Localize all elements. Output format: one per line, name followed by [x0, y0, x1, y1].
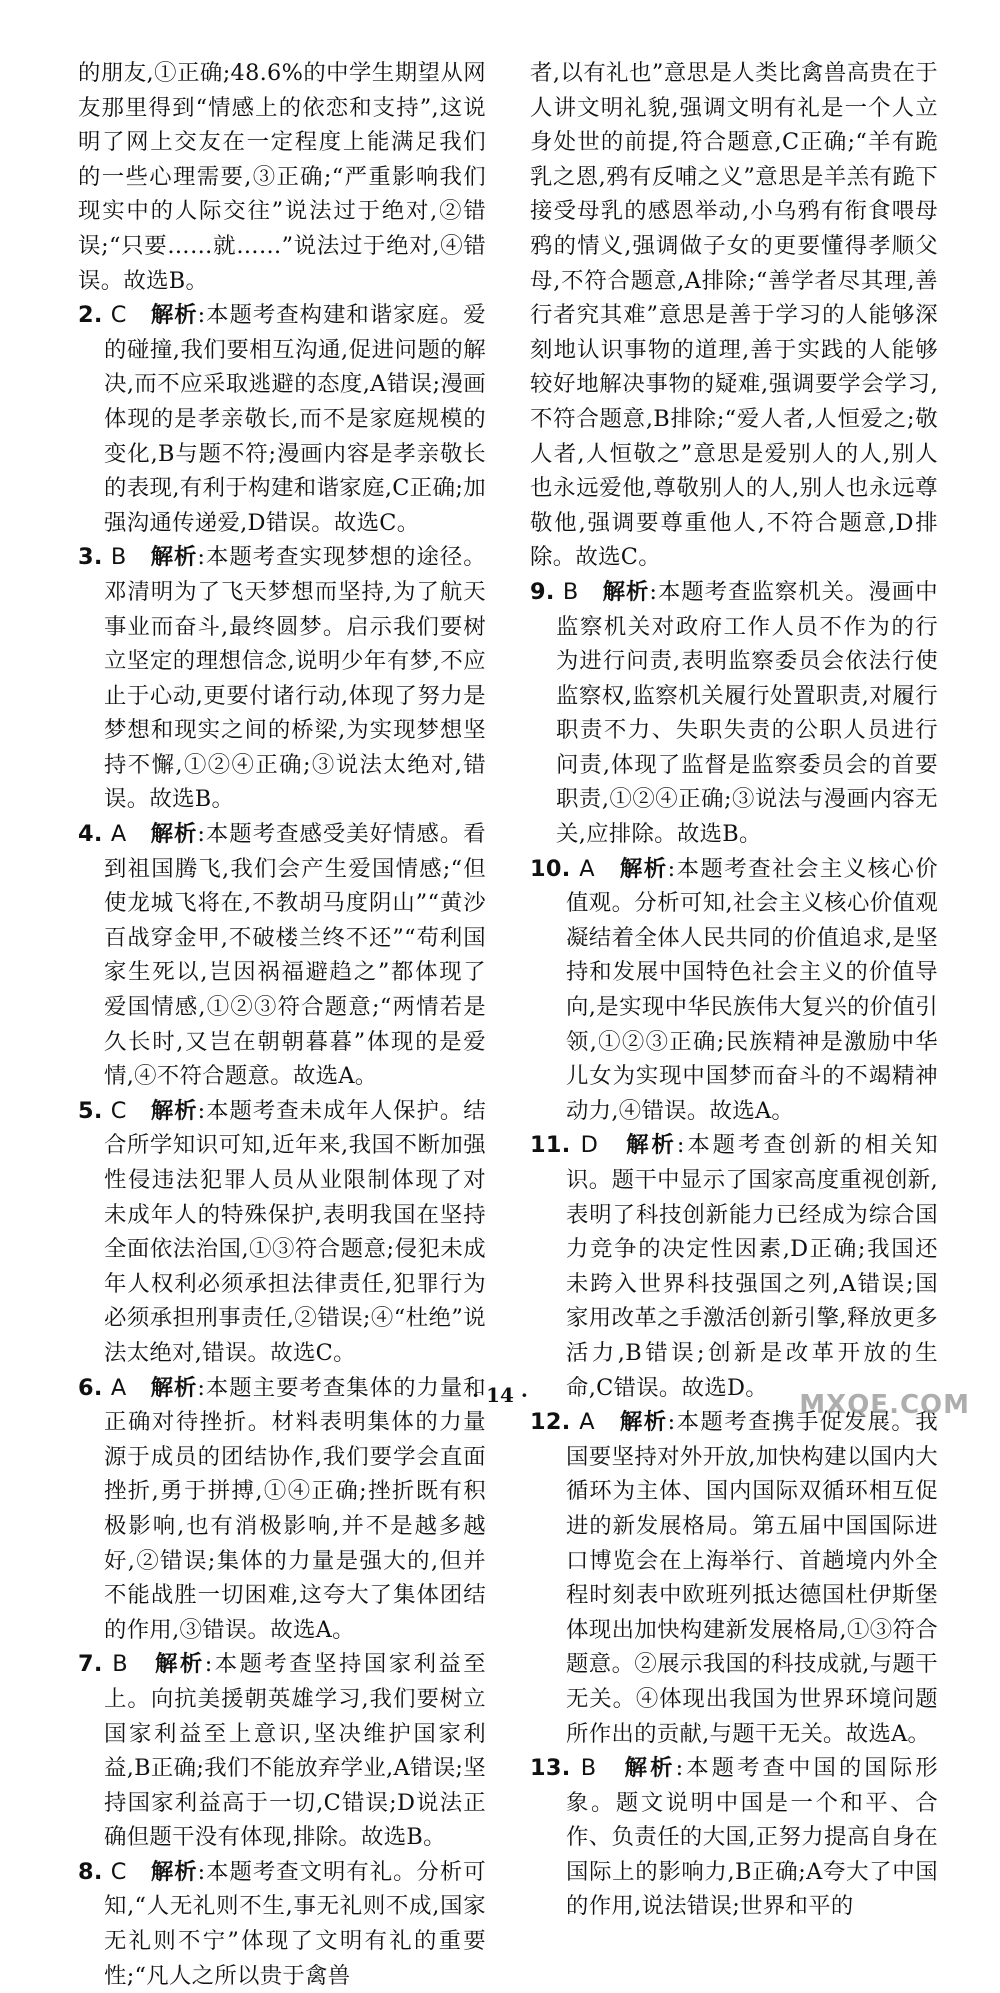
answer-item: [530, 1405, 938, 1751]
right-column: [530, 56, 938, 1924]
answer-item: [78, 540, 486, 817]
watermark-logo: MXQE.COM: [799, 1390, 970, 1420]
question-number: 2.: [78, 302, 103, 329]
analysis-text: :本题考查携手促发展。我国要坚持对外开放,加快构建以国内大循环为主体、国内国际双循环相互促进的新发展格局。第五届中国国际进口博览会在上海举行、首趟境内外全程时刻表中欧班列抵达德国杜伊斯堡体现出加快构建新发展格局,①③符合题意。②展示我国的科技成就,与题干无关。④体现出我国为世界环境问题所作出的贡献,与题干无关。故选A。: [566, 1409, 938, 1747]
question-number: 4.: [78, 821, 103, 848]
question-number: 5.: [78, 1097, 103, 1124]
question-number: 10.: [530, 855, 571, 882]
analysis-label: 解析: [150, 1858, 198, 1885]
analysis-label: 解析: [150, 544, 198, 571]
question-number: 6.: [78, 1374, 103, 1401]
answer-item: [78, 1855, 486, 1993]
answer-letter: A: [579, 855, 595, 882]
left-column: [78, 56, 486, 1993]
analysis-text: :本题考查实现梦想的途径。邓清明为了飞天梦想而坚持,为了航天事业而奋斗,最终圆梦。启示我们要树立坚定的理想信念,说明少年有梦,不应止于心动,更要付诸行动,体现了努力是梦想和现实之间的桥梁,为实现梦想坚持不懈,①②④正确;③说法太绝对,错误。故选B。: [104, 544, 486, 813]
analysis-label: 解析: [150, 1374, 198, 1401]
analysis-label: 解析: [150, 1097, 198, 1124]
answer-item: [78, 1371, 486, 1648]
analysis-label: 解析: [624, 1755, 676, 1782]
answer-item: [78, 1647, 486, 1855]
analysis-label: 解析: [602, 578, 650, 605]
question-number: 13.: [530, 1755, 571, 1782]
answer-item: [530, 1128, 938, 1405]
question-number: 7.: [78, 1651, 103, 1678]
analysis-label: 解析: [619, 855, 668, 882]
analysis-label: 解析: [150, 821, 198, 848]
analysis-text: :本题考查未成年人保护。结合所学知识可知,近年来,我国不断加强性侵违法犯罪人员从业限制体现了对未成年人的特殊保护,表明我国在坚持全面依法治国,①③符合题意;侵犯未成年人权利必须承担法律责任,犯罪行为必须承担刑事责任,②错误;④“杜绝”说法太绝对,错误。故选C。: [104, 1097, 486, 1366]
answer-letter: A: [579, 1409, 595, 1436]
analysis-text: :本题考查中国的国际形象。题文说明中国是一个和平、合作、负责任的大国,正努力提高自身在国际上的影响力,B正确;A夸大了中国的作用,说法错误;世界和平的: [566, 1755, 938, 1920]
answer-letter: B: [580, 1755, 597, 1782]
analysis-text: :本题考查监察机关。漫画中监察机关对政府工作人员不作为的行为进行问责,表明监察委员会依法行使监察权,监察机关履行处置职责,对履行职责不力、失职失责的公职人员进行问责,体现了监督是监察委员会的首要职责,①②④正确;③说法与漫画内容无关,应排除。故选B。: [556, 578, 938, 848]
answer-letter: C: [110, 1858, 127, 1885]
question-number: 12.: [530, 1409, 571, 1436]
question-number: 9.: [530, 578, 555, 605]
analysis-text: :本题考查创新的相关知识。题干中显示了国家高度重视创新,表明了科技创新能力已经成为综合国力竞争的决定性因素,D正确;我国还未跨入世界科技强国之列,A错误;国家用改革之手激活创新引擎,释放更多活力,B错误;创新是改革开放的生命,C错误。故选D。: [566, 1132, 938, 1401]
left-intro-paragraph: 的朋友,①正确;48.6%的中学生期望从网友那里得到“情感上的依恋和支持”,这说明了网上交友在一定程度上能满足我们的一些心理需要,③正确;“严重影响我们现实中的人际交往”说法过于绝对,②错误;“只要……就……”说法过于绝对,④错误。故选B。: [78, 60, 486, 294]
analysis-text: :本题考查坚持国家利益至上。向抗美援朝英雄学习,我们要树立国家利益至上意识,坚决维护国家利益,B正确;我们不能放弃学业,A错误;坚持国家利益高于一切,C错误;D说法正确但题干没有体现,排除。故选B。: [104, 1651, 486, 1851]
answer-letter: D: [580, 1132, 599, 1159]
question-number: 3.: [78, 544, 103, 571]
left-answer-list: [78, 298, 486, 1993]
right-intro-paragraph: 者,以有礼也”意思是人类比禽兽高贵在于人讲文明礼貌,强调文明有礼是一个人立身处世的前提,符合题意,C正确;“羊有跪乳之恩,鸦有反哺之义”意思是羊羔有跪下接受母乳的感恩举动,小乌鸦有衔食喂母鸦的情义,强调做子女的更要懂得孝顺父母,不符合题意,A排除;“善学者尽其理,善行者究其难”意思是善于学习的人能够深刻地认识事物的道理,善于实践的人能够较好地解决事物的疑难,强调要学会学习,不符合题意,B排除;“爱人者,人恒爱之;敬人者,人恒敬之”意思是爱别人的人,别人也永远爱他,尊敬别人的人,别人也永远尊敬他,强调要尊重他人,不符合题意,D排除。故选C。: [530, 60, 938, 571]
answer-letter: B: [112, 1651, 128, 1678]
answer-letter: C: [110, 302, 127, 329]
analysis-label: 解析: [150, 302, 198, 329]
analysis-text: :本题主要考查集体的力量和正确对待挫折。材料表明集体的力量源于成员的团结协作,我们要学会直面挫折,勇于拼搏,①④正确;挫折既有积极影响,也有消极影响,并不是越多越好,②错误;集体的力量是强大的,但并不能战胜一切困难,这夸大了集体团结的作用,③错误。故选A。: [104, 1374, 486, 1643]
page-number: · 14 ·: [472, 1383, 528, 1407]
question-number: 11.: [530, 1132, 571, 1159]
answer-letter: C: [110, 1097, 127, 1124]
analysis-text: :本题考查构建和谐家庭。爱的碰撞,我们要相互沟通,促进问题的解决,而不应采取逃避的态度,A错误;漫画体现的是孝亲敬长,而不是家庭规模的变化,B与题不符;漫画内容是孝亲敬长的表现,有利于构建和谐家庭,C正确;加强沟通传递爱,D错误。故选C。: [104, 302, 486, 536]
analysis-label: 解析: [626, 1132, 677, 1159]
analysis-text: :本题考查社会主义核心价值观。分析可知,社会主义核心价值观凝结着全体人民共同的价值追求,是坚持和发展中国特色社会主义的价值导向,是实现中华民族伟大复兴的价值引领,①②③正确;民族精神是激励中华儿女为实现中国梦而奋斗的不竭精神动力,④错误。故选A。: [566, 855, 938, 1124]
answer-letter: B: [110, 544, 127, 571]
answer-letter: A: [110, 1374, 127, 1401]
analysis-label: 解析: [619, 1409, 668, 1436]
right-answer-list: [530, 575, 938, 1924]
analysis-label: 解析: [154, 1651, 205, 1678]
answer-item: [78, 1094, 486, 1371]
answer-letter: B: [562, 578, 579, 605]
question-number: 8.: [78, 1858, 103, 1885]
answer-item: [530, 1751, 938, 1924]
answer-item: [78, 817, 486, 1094]
analysis-text: :本题考查感受美好情感。看到祖国腾飞,我们会产生爱国情感;“但使龙城飞将在,不教胡马度阴山”“黄沙百战穿金甲,不破楼兰终不还”“苟利国家生死以,岂因祸福避趋之”都体现了爱国情感,①②③符合题意;“两情若是久长时,又岂在朝朝暮暮”体现的是爱情,④不符合题意。故选A。: [104, 821, 486, 1090]
answer-item: [530, 852, 938, 1129]
answer-item: [78, 298, 486, 540]
analysis-text: :本题考查文明有礼。分析可知,“人无礼则不生,事无礼则不成,国家无礼则不宁”体现了文明有礼的重要性;“凡人之所以贵于禽兽: [104, 1858, 486, 1989]
answer-letter: A: [110, 821, 127, 848]
answer-item: [530, 575, 938, 852]
